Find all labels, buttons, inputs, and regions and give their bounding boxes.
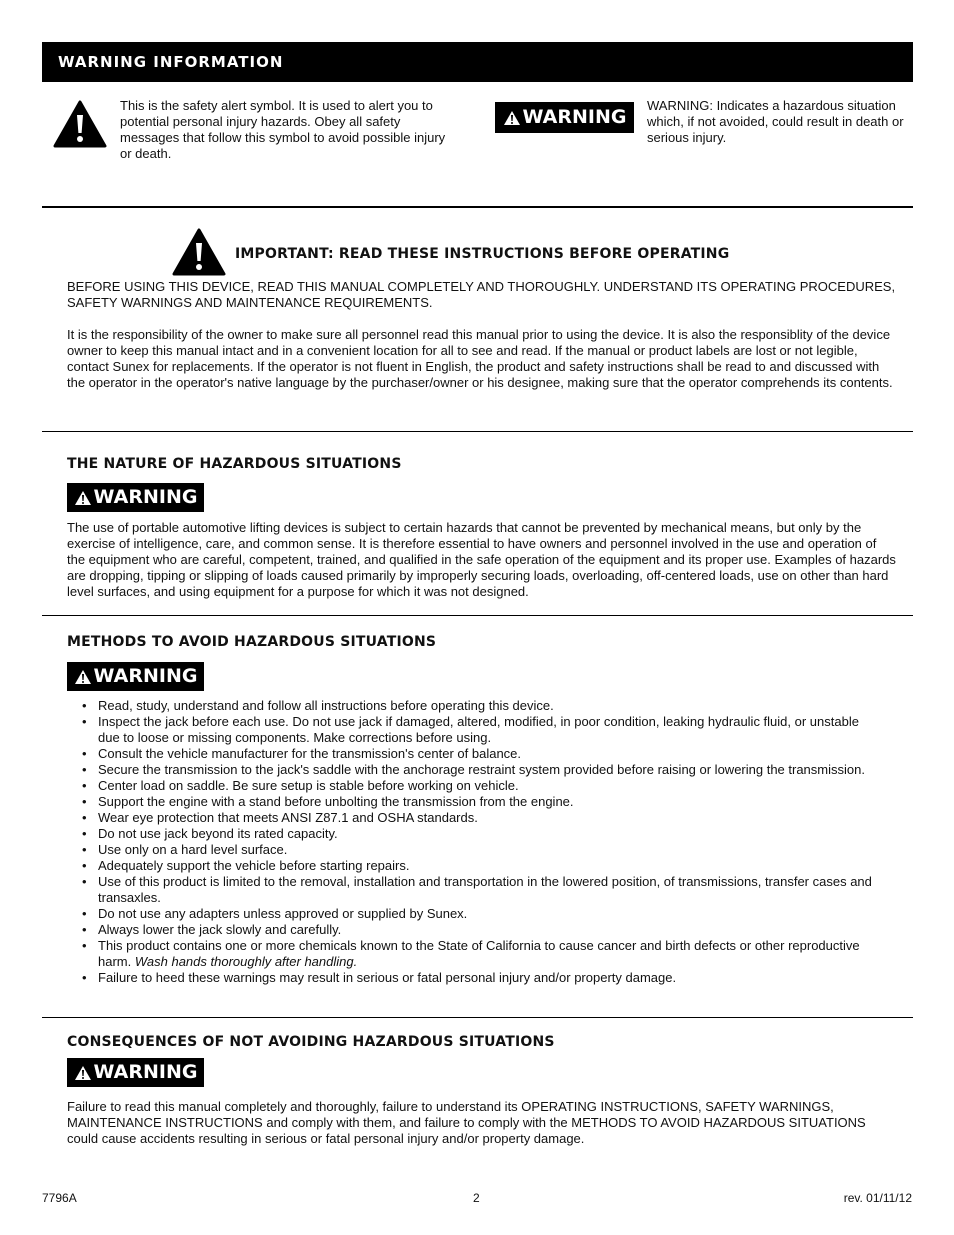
list-item: • Failure to heed these warnings may result in serious or fatal personal injury and/or property damage. bbox=[80, 970, 880, 986]
warning-triangle-icon bbox=[74, 490, 92, 506]
prop65-italic-note: Wash hands thoroughly after handling. bbox=[134, 954, 358, 969]
footer-revision: rev. 01/11/12 bbox=[843, 1191, 912, 1205]
list-item: • Adequately support the vehicle before starting repairs. bbox=[80, 858, 880, 874]
divider bbox=[42, 1017, 913, 1018]
list-item: • Support the engine with a stand before unbolting the transmission from the engine. bbox=[80, 794, 880, 810]
consequences-section-title: CONSEQUENCES OF NOT AVOIDING HAZARDOUS SITUATIONS bbox=[67, 1034, 555, 1050]
divider bbox=[42, 615, 913, 616]
divider bbox=[42, 206, 913, 208]
nature-body: The use of portable automotive lifting devices is subject to certain hazards that cannot be prevented by mechanical means, but only by the exercise of intelligence, care, and common sense. It is therefore essential to have owners and personnel involved in the use and operation of the equipment who are careful, competent, trained, and qualified in the safe operation of the equipment and its proper use. Examples of hazards are dropping, tipping or slipping of loads caused primarily by improperly securing loads, overloading, off-centered loads, use on other than hard level surfaces, and using equipment for a purpose for which it was not designed. bbox=[67, 520, 896, 599]
list-item-prop65 bbox=[80, 938, 880, 970]
methods-section-title: METHODS TO AVOID HAZARDOUS SITUATIONS bbox=[67, 634, 437, 650]
warning-triangle-icon bbox=[172, 228, 226, 276]
warning-badge bbox=[67, 1058, 204, 1087]
warning-triangle-icon bbox=[503, 110, 521, 126]
list-item: • Do not use jack beyond its rated capacity. bbox=[80, 826, 880, 842]
list-item: • Center load on saddle. Be sure setup is stable before working on vehicle. bbox=[80, 778, 880, 794]
important-paragraph-1: BEFORE USING THIS DEVICE, READ THIS MANUAL COMPLETELY AND THOROUGHLY. UNDERSTAND ITS OPERATING PROCEDURES, SAFETY WARNINGS AND MAINTENANCE REQUIREMENTS. bbox=[67, 279, 896, 310]
header-title: WARNING INFORMATION bbox=[58, 53, 284, 71]
footer-model-number: 7796A bbox=[42, 1191, 77, 1205]
important-title: IMPORTANT: READ THESE INSTRUCTIONS BEFORE OPERATING bbox=[235, 246, 730, 262]
warning-definition: WARNING: Indicates a hazardous situation which, if not avoided, could result in death or serious injury. bbox=[647, 98, 904, 145]
safety-alert-description: This is the safety alert symbol. It is used to alert you to potential personal injury hazards. Obey all safety messages that follow this symbol to avoid possible injury or death. bbox=[120, 98, 446, 161]
section-header-bar bbox=[42, 42, 913, 82]
nature-section-title: THE NATURE OF HAZARDOUS SITUATIONS bbox=[67, 456, 402, 472]
warning-triangle-icon bbox=[74, 669, 92, 685]
warning-badge bbox=[67, 483, 204, 512]
prop65-text: This product contains one or more chemicals known to the State of California to cause cancer and birth defects or other reproductive harm. bbox=[98, 938, 860, 969]
divider bbox=[42, 431, 913, 432]
important-paragraph-2: It is the responsibility of the owner to make sure all personnel read this manual prior to using the device. It is also the responsiblity of the device owner to keep this manual intact and in a convenient location for all to see and read. If the manual or product labels are lost or not legible, contact Sunex for replacements. If the operator is not fluent in English, the product and safety instructions shall be read to and discussed with the operator in the operator's native language by the purchaser/owner or his designee, making sure that the operator comprehends its contents. bbox=[67, 327, 893, 390]
warning-badge-label: WARNING bbox=[522, 106, 627, 128]
list-item: • Wear eye protection that meets ANSI Z87.1 and OSHA standards. bbox=[80, 810, 880, 826]
footer-page-number: 2 bbox=[473, 1191, 480, 1205]
list-item: • Use of this product is limited to the removal, installation and transportation in the lowered position, of transmissions, transfer cases and transaxles. bbox=[80, 874, 880, 906]
warning-triangle-icon bbox=[74, 1065, 92, 1081]
warning-badge-label: WARNING bbox=[93, 486, 198, 508]
list-item: • Do not use any adapters unless approved or supplied by Sunex. bbox=[80, 906, 880, 922]
warning-triangle-icon bbox=[53, 100, 107, 148]
warning-badge bbox=[495, 102, 634, 133]
list-item: • Inspect the jack before each use. Do not use jack if damaged, altered, modified, in poor condition, leaking hydraulic fluid, or unstable due to loose or missing components. Make corrections before using. bbox=[80, 714, 880, 746]
list-item: • Secure the transmission to the jack's saddle with the anchorage restraint system provided before raising or lowering the transmission. bbox=[80, 762, 880, 778]
list-item: • Read, study, understand and follow all instructions before operating this device. bbox=[80, 698, 880, 714]
methods-bullet-list bbox=[80, 698, 880, 986]
warning-badge-label: WARNING bbox=[93, 1061, 198, 1083]
list-item: • Always lower the jack slowly and carefully. bbox=[80, 922, 880, 938]
list-item: • Use only on a hard level surface. bbox=[80, 842, 880, 858]
list-item: • Consult the vehicle manufacturer for the transmission's center of balance. bbox=[80, 746, 880, 762]
warning-badge-label: WARNING bbox=[93, 665, 198, 687]
warning-badge bbox=[67, 662, 204, 691]
consequences-body: Failure to read this manual completely and thoroughly, failure to understand its OPERATING INSTRUCTIONS, SAFETY WARNINGS, MAINTENANCE INSTRUCTIONS and comply with them, and failure to comply with the METHODS TO AVOID HAZARDOUS SITUATIONS could cause accidents resulting in serious or fatal personal injury and/or property damage. bbox=[67, 1099, 866, 1146]
